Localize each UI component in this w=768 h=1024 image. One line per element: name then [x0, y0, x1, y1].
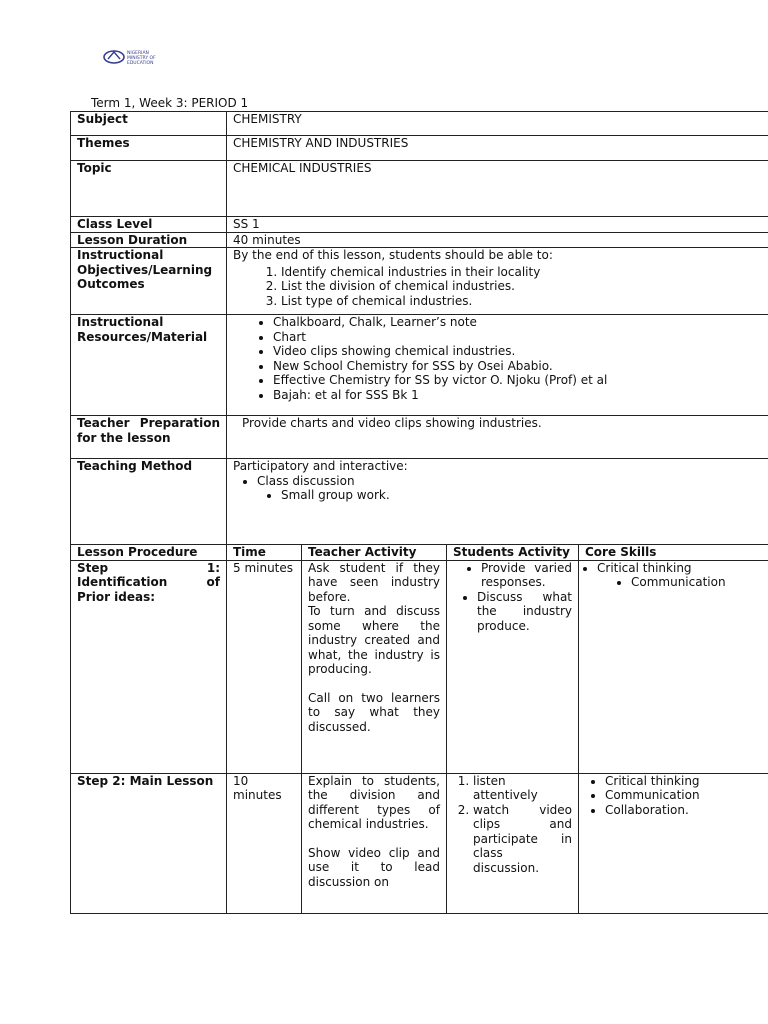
- topic-label: Topic: [71, 161, 227, 217]
- resources-cell: [227, 315, 768, 416]
- step1-students-activity: [447, 560, 579, 773]
- step2-core-skills: [579, 773, 768, 913]
- step1-time: 5 minutes: [227, 560, 302, 773]
- student-activity-item: • Provide varied responses.: [481, 561, 572, 590]
- lesson-plan-table: [70, 111, 768, 914]
- preparation-value: Provide charts and video clips showing industries.: [227, 416, 768, 459]
- student-activity-item: 1. listen attentively: [473, 774, 572, 803]
- resource-item: • Bajah: et al for SSS Bk 1: [273, 388, 764, 403]
- class-level-value: SS 1: [227, 217, 768, 233]
- core-skill-item: • Critical thinking: [605, 774, 764, 789]
- objectives-list: [233, 265, 764, 309]
- resources-list: [233, 315, 764, 402]
- svg-text:NIGERIAN: NIGERIAN: [127, 51, 149, 56]
- method-sublist: [233, 488, 764, 503]
- step1-label: Step 1: Identification of Prior ideas:: [71, 560, 227, 773]
- step2-time: 10 minutes: [227, 773, 302, 913]
- students-activity-header: Students Activity: [447, 545, 579, 561]
- svg-text:MINISTRY OF: MINISTRY OF: [127, 56, 156, 61]
- method-item: • Class discussion: [257, 474, 764, 489]
- svg-text:EDUCATION: EDUCATION: [127, 61, 154, 66]
- method-list: [233, 474, 764, 489]
- resources-label: Instructional Resources/Material: [71, 315, 227, 416]
- core-skills-header: Core Skills: [579, 545, 768, 561]
- objective-item: 2. List the division of chemical industries.: [281, 279, 764, 294]
- themes-label: Themes: [71, 136, 227, 161]
- objective-item: 3. List type of chemical industries.: [281, 294, 764, 309]
- core-skill-item: • Critical thinking: [597, 561, 764, 576]
- procedure-header: Lesson Procedure: [71, 545, 227, 561]
- duration-label: Lesson Duration: [71, 232, 227, 248]
- themes-value: CHEMISTRY AND INDUSTRIES: [227, 136, 768, 161]
- step1-core-skills: [579, 560, 768, 773]
- objective-item: 1. Identify chemical industries in their locality: [281, 265, 764, 280]
- resource-item: • New School Chemistry for SSS by Osei Ababio.: [273, 359, 764, 374]
- objectives-cell: [227, 248, 768, 315]
- objectives-label: Instructional Objectives/Learning Outcomes: [71, 248, 227, 315]
- class-level-label: Class Level: [71, 217, 227, 233]
- step2-teacher-activity: Explain to students, the division and different types of chemical industries. Show video clip and use it to lead discussion on: [302, 773, 447, 913]
- step2-label: Step 2: Main Lesson: [71, 773, 227, 913]
- objectives-intro: By the end of this lesson, students should be able to:: [233, 248, 553, 262]
- step1-teacher-activity: Ask student if they have seen industry before. To turn and discuss some where the industry created and what, the industry is producing. Call on two learners to say what they discussed.: [302, 560, 447, 773]
- method-label: Teaching Method: [71, 459, 227, 545]
- resource-item: • Chart: [273, 330, 764, 345]
- core-skill-item: • Communication: [631, 575, 764, 590]
- duration-value: 40 minutes: [227, 232, 768, 248]
- method-intro: Participatory and interactive:: [233, 459, 408, 473]
- topic-value: CHEMICAL INDUSTRIES: [227, 161, 768, 217]
- lesson-header: Term 1, Week 3: PERIOD 1: [91, 96, 249, 110]
- core-skill-item: • Communication: [605, 788, 764, 803]
- resource-item: • Video clips showing chemical industries.: [273, 344, 764, 359]
- resource-item: • Chalkboard, Chalk, Learner’s note: [273, 315, 764, 330]
- method-cell: [227, 459, 768, 545]
- core-skill-item: • Collaboration.: [605, 803, 764, 818]
- step2-students-activity: [447, 773, 579, 913]
- preparation-label: Teacher Preparation for the lesson: [71, 416, 227, 459]
- subject-label: Subject: [71, 112, 227, 136]
- method-item: • Small group work.: [281, 488, 764, 503]
- subject-value: CHEMISTRY: [227, 112, 768, 136]
- ministry-logo: [102, 47, 178, 67]
- time-header: Time: [227, 545, 302, 561]
- resource-item: • Effective Chemistry for SS by victor O. Njoku (Prof) et al: [273, 373, 764, 388]
- teacher-activity-header: Teacher Activity: [302, 545, 447, 561]
- student-activity-item: • Discuss what the industry produce.: [477, 590, 572, 634]
- student-activity-item: 2. watch video clips and participate in class discussion.: [473, 803, 572, 876]
